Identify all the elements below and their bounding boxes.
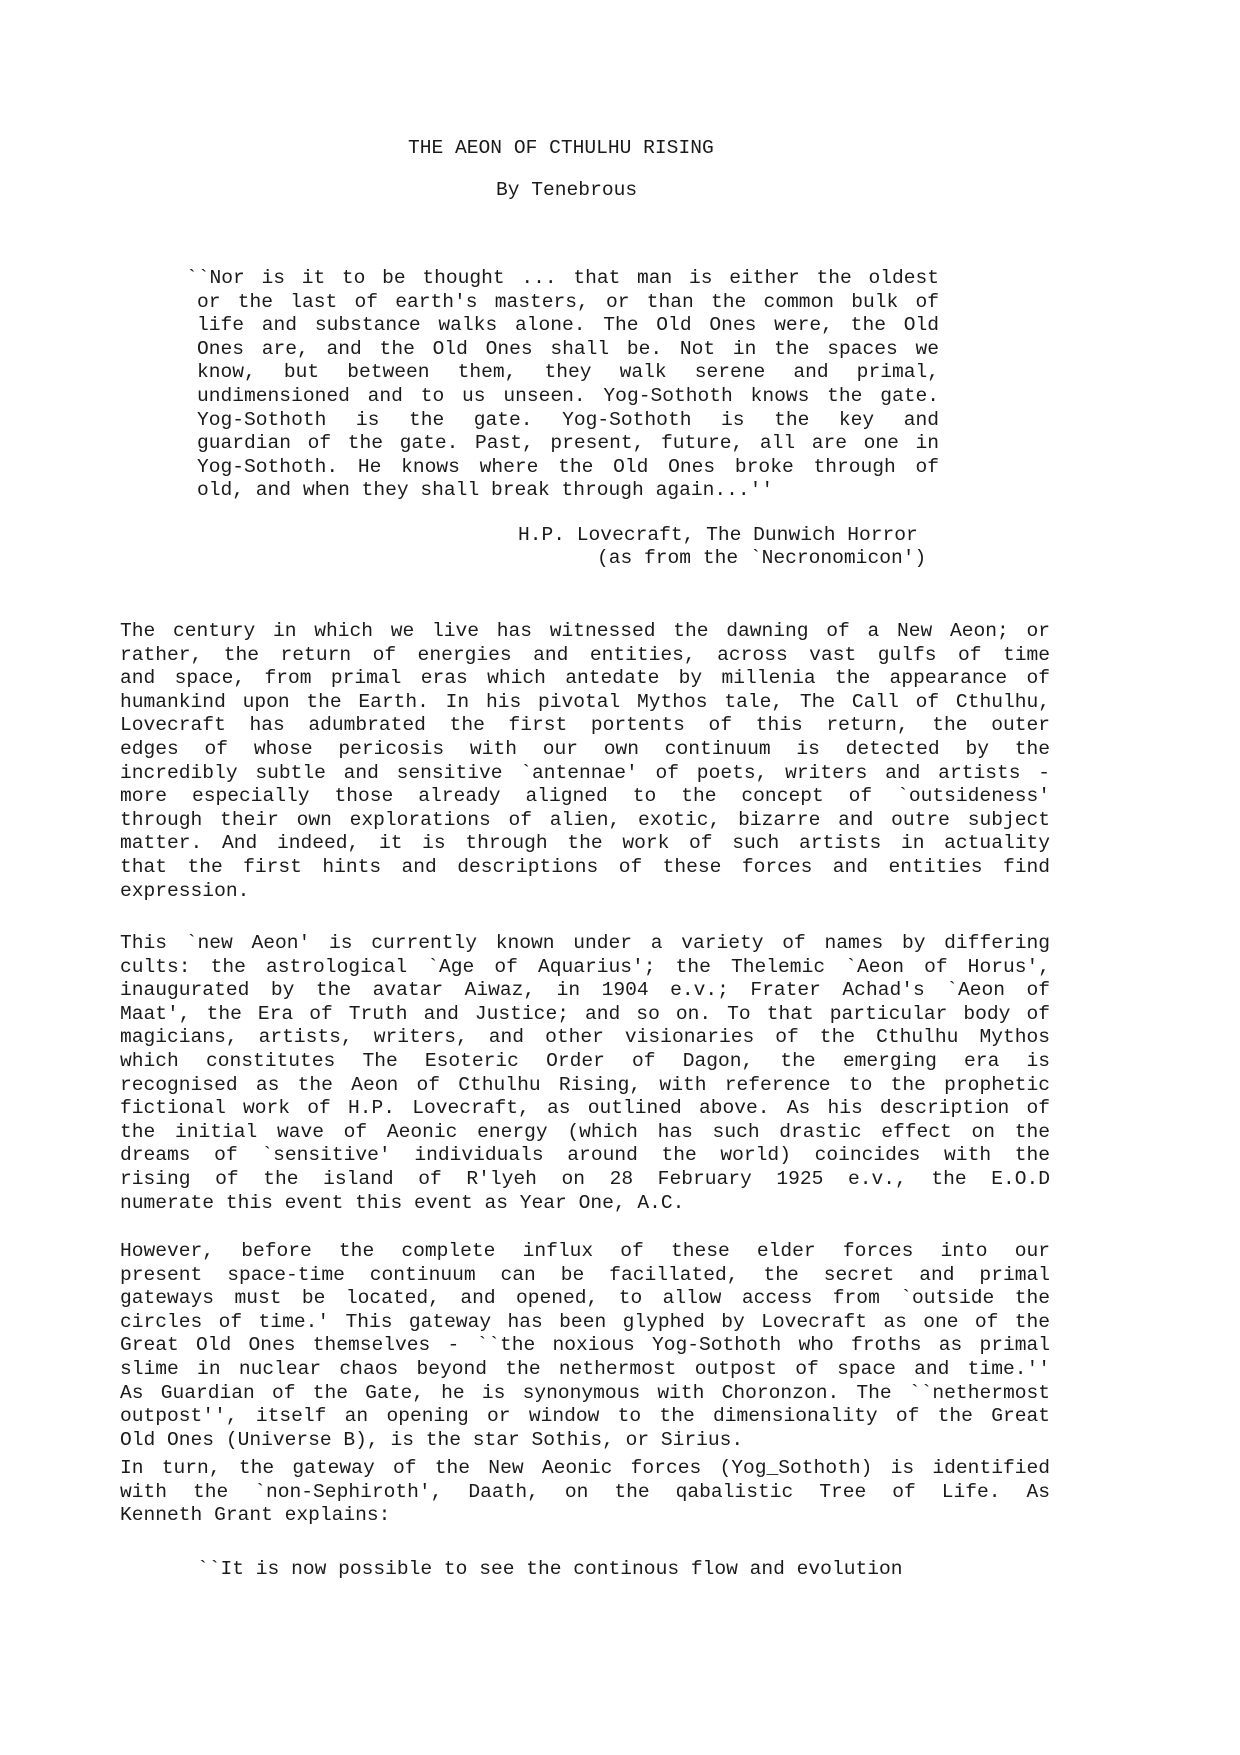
paragraph-line: humankind upon the Earth. In his pivotal Mythos tale, The Call of Cthulhu, [120,690,1050,713]
body-paragraph-1 [120,620,1050,903]
paragraph-line: rising of the island of R'lyeh on 28 February 1925 e.v., the E.O.D [120,1167,1050,1190]
paragraph-line: slime in nuclear chaos beyond the nethermost outpost of space and time.'' [120,1357,1050,1380]
paragraph-line: magicians, artists, writers, and other visionaries of the Cthulhu Mythos [120,1026,1050,1049]
paragraph-line: through their own explorations of alien, exotic, bizarre and outre subject [120,808,1050,831]
epigraph-line: Ones are, and the Old Ones shall be. Not in the spaces we [197,337,939,360]
paragraph-line: However, before the complete influx of these elder forces into our [120,1240,1050,1262]
paragraph-line: rather, the return of energies and entities, across vast gulfs of time [120,643,1050,666]
epigraph-line: know, but between them, they walk serene and primal, [197,361,939,384]
paragraph-line: and space, from primal eras which antedate by millenia the appearance of [120,667,1050,690]
paragraph-line: matter. And indeed, it is through the work of such artists in actuality [120,832,1050,855]
paragraph-line: incredibly subtle and sensitive `antennae' of poets, writers and artists - [120,761,1050,784]
epigraph-line: undimensioned and to us unseen. Yog-Sothoth knows the gate. [197,384,939,407]
epigraph-line: ``Nor is it to be thought ... that man is either the oldest [186,267,939,289]
paragraph-line: present space-time continuum can be facillated, the secret and primal [120,1263,1050,1286]
epigraph-line: life and substance walks alone. The Old Ones were, the Old [197,314,939,337]
paragraph-line: This `new Aeon' is currently known under a variety of names by differing [120,932,1050,954]
paragraph-line: dreams of `sensitive' individuals around the world) coincides with the [120,1144,1050,1167]
paragraph-line: Kenneth Grant explains: [120,1504,391,1527]
paragraph-line: As Guardian of the Gate, he is synonymous with Choronzon. The ``nethermost [120,1381,1050,1404]
paragraph-line: that the first hints and descriptions of these forces and entities find [120,855,1050,878]
document-author: By Tenebrous [496,179,638,201]
paragraph-line: edges of whose pericosis with our own continuum is detected by the [120,737,1050,760]
paragraph-line: Great Old Ones themselves - ``the noxious Yog-Sothoth who froths as primal [120,1334,1050,1357]
paragraph-line: numerate this event this event as Year One, A.C. [120,1191,685,1214]
paragraph-line: cults: the astrological `Age of Aquarius'; the Thelemic `Aeon of Horus', [120,955,1050,978]
paragraph-line: inaugurated by the avatar Aiwaz, in 1904 e.v.; Frater Achad's `Aeon of [120,979,1050,1002]
epigraph-attribution-author: H.P. Lovecraft, The Dunwich Horror [518,524,918,546]
paragraph-line: In turn, the gateway of the New Aeonic forces (Yog_Sothoth) is identified [120,1457,1050,1479]
paragraph-line: Old Ones (Universe B), is the star Sothis, or Sirius. [120,1428,744,1451]
epigraph-line: old, and when they shall break through again...'' [197,479,774,502]
document-title: THE AEON OF CTHULHU RISING [408,137,714,159]
paragraph-line: Maat', the Era of Truth and Justice; and so on. To that particular body of [120,1002,1050,1025]
paragraph-line: more especially those already aligned to the concept of `outsideness' [120,785,1050,808]
paragraph-line: Lovecraft has adumbrated the first portents of this return, the outer [120,714,1050,737]
paragraph-line: which constitutes The Esoteric Order of Dagon, the emerging era is [120,1049,1050,1072]
paragraph-line: gateways must be located, and opened, to allow access from `outside the [120,1287,1050,1310]
epigraph-line: Yog-Sothoth. He knows where the Old Ones broke through of [197,455,939,478]
epigraph-attribution-source: (as from the `Necronomicon') [597,547,927,569]
body-paragraph-2 [120,932,1050,1215]
paragraph-line: expression. [120,879,250,902]
epigraph-line: Yog-Sothoth is the gate. Yog-Sothoth is the key and [197,408,939,431]
epigraph-line: or the last of earth's masters, or than the common bulk of [197,290,939,313]
paragraph-line: The century in which we live has witnessed the dawning of a New Aeon; or [120,620,1050,642]
body-paragraph-3 [120,1240,1050,1452]
epigraph [186,267,939,503]
epigraph-line: guardian of the gate. Past, present, future, all are one in [197,432,939,455]
closing-quote-line: ``It is now possible to see the continous flow and evolution [197,1558,903,1580]
paragraph-line: circles of time.' This gateway has been glyphed by Lovecraft as one of the [120,1310,1050,1333]
paragraph-line: the initial wave of Aeonic energy (which has such drastic effect on the [120,1120,1050,1143]
paragraph-line: fictional work of H.P. Lovecraft, as outlined above. As his description of [120,1097,1050,1120]
paragraph-line: recognised as the Aeon of Cthulhu Rising, with reference to the prophetic [120,1073,1050,1096]
body-paragraph-4 [120,1457,1050,1528]
paragraph-line: outpost'', itself an opening or window to the dimensionality of the Great [120,1405,1050,1428]
paragraph-line: with the `non-Sephiroth', Daath, on the qabalistic Tree of Life. As [120,1480,1050,1503]
